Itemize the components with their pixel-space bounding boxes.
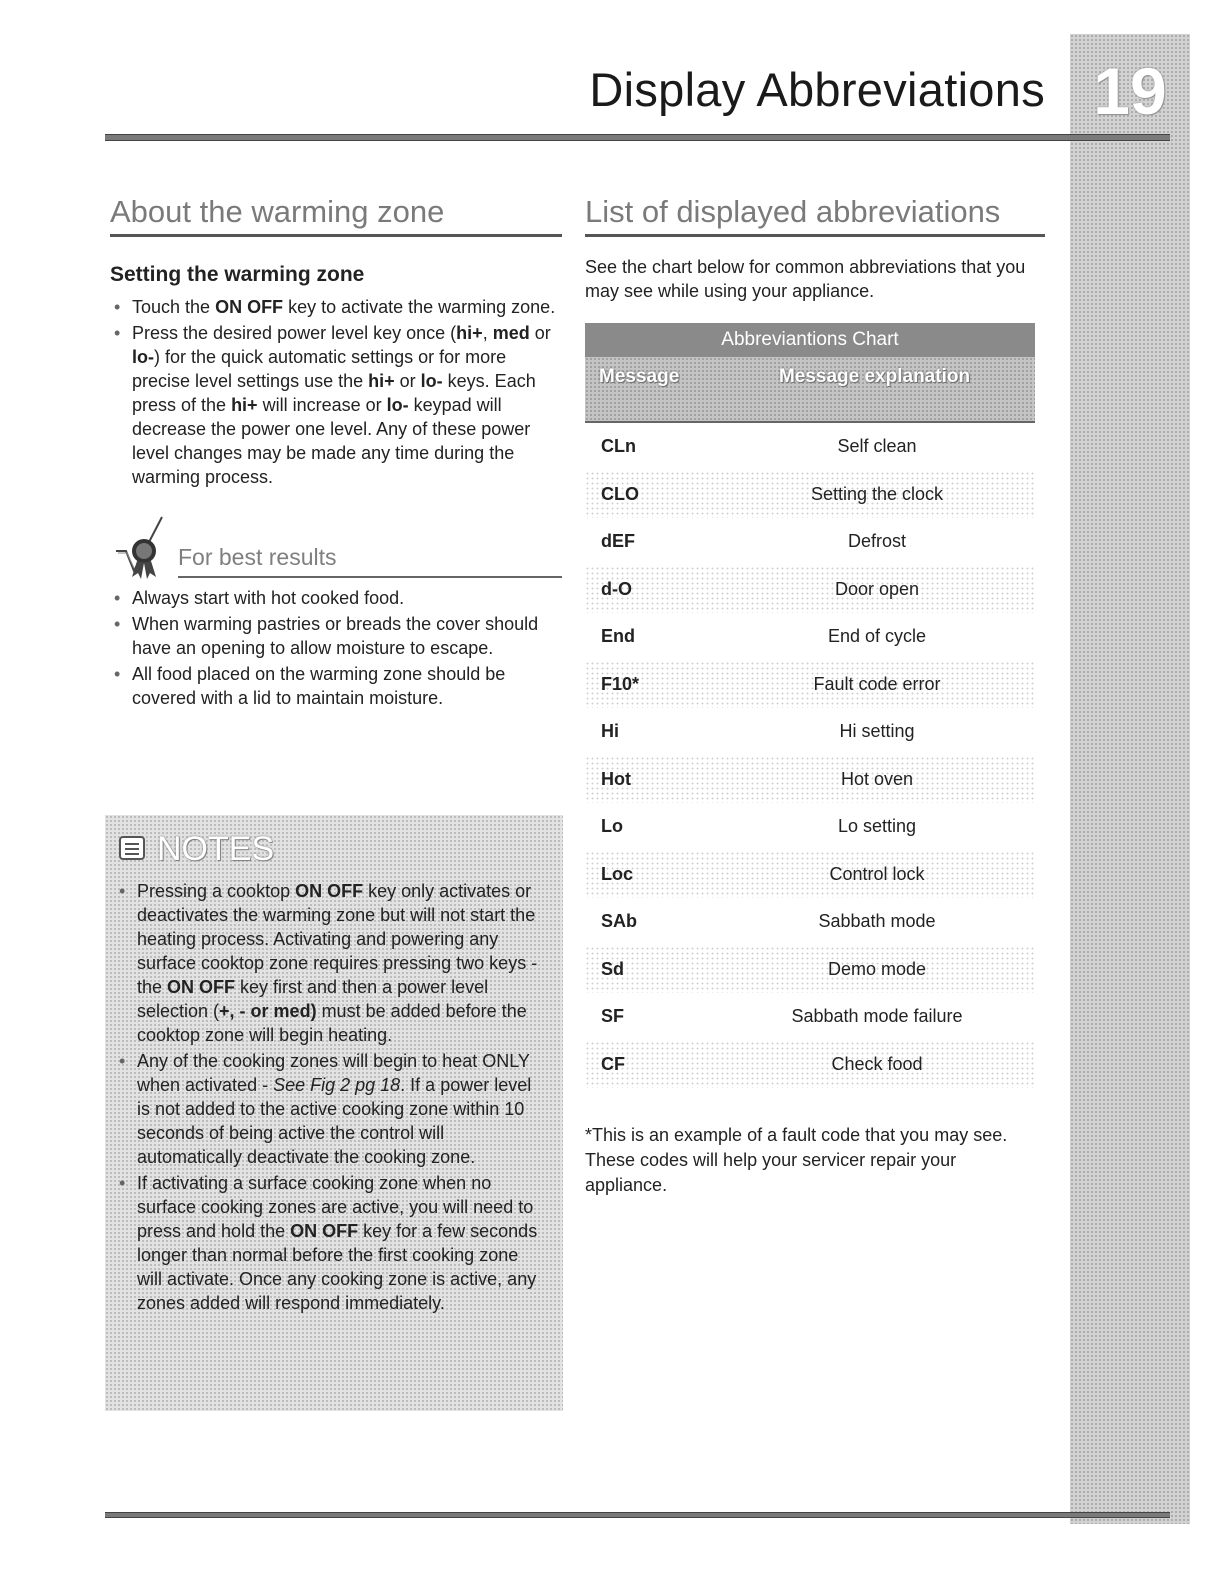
chart-row (585, 803, 1035, 851)
side-tab-bar (1070, 34, 1190, 1524)
chart-row (585, 851, 1035, 899)
chart-row (585, 613, 1035, 661)
best-results-list (110, 586, 562, 710)
abbreviation-code: CLn (601, 436, 636, 457)
abbreviation-explanation: End of cycle (827, 626, 927, 647)
abbreviation-code: Loc (601, 863, 634, 884)
abbreviation-explanation: Hi setting (839, 721, 915, 742)
abbreviation-explanation: Defrost (847, 531, 907, 552)
award-ribbon-checkmark-icon (110, 511, 168, 581)
abbreviation-explanation: Setting the clock (810, 483, 944, 504)
abbreviation-code: Sd (601, 958, 625, 979)
abbreviation-explanation: Lo setting (837, 816, 917, 837)
chart-row (585, 946, 1035, 994)
bottom-divider (105, 1512, 1170, 1518)
abbreviation-code: CLO (601, 483, 639, 504)
note-item: • Any of the cooking zones will begin to heat ONLY when activated - See Fig 2 pg 18. If a power level is not added to the active cooking zone within 10 seconds of being active the control will automatically deactivate the cooking zone. (115, 1049, 547, 1169)
abbreviations-intro: See the chart below for common abbreviations that you may see while using your appliance. (585, 257, 1026, 302)
page-title: Display Abbreviations (589, 63, 1045, 116)
abbreviation-code: SF (601, 1006, 625, 1027)
abbreviation-explanation: Check food (831, 1053, 923, 1074)
chart-header-message: Message (599, 366, 680, 387)
abbreviations-chart (585, 323, 1035, 1088)
setting-steps-list (110, 295, 562, 489)
chart-row (585, 566, 1035, 614)
chart-row (585, 471, 1035, 519)
chart-caption: Abbreviantions Chart (585, 323, 1035, 357)
setting-step-2: • Press the desired power level key once (hi+, med or lo-) for the quick automatic settings or for more precise level settings use the hi+ or lo- keys. Each press of the hi+ will increase or lo- keypad will decrease the power one level. Any of these power level changes may be made any time during the warming process. (110, 321, 562, 489)
notepad-icon (117, 833, 147, 863)
warming-zone-section (110, 195, 562, 712)
chart-row (585, 423, 1035, 471)
note-item: • Pressing a cooktop ON OFF key only activates or deactivates the warming zone but will not start the heating process. Activating and powering any surface cooktop zone requires pressing two keys - the ON OFF key first and then a power level selection (+, - or med) must be added before the cooktop zone will begin heating. (115, 879, 547, 1047)
warming-zone-heading: About the warming zone (110, 195, 562, 237)
best-results-title: For best results (178, 544, 337, 571)
fault-code-footnote: *This is an example of a fault code that you may see. These codes will help your servicer repair your appliance. (585, 1125, 1008, 1195)
chart-row (585, 1041, 1035, 1089)
abbreviations-section (585, 195, 1045, 303)
abbreviation-explanation: Door open (834, 578, 920, 599)
best-result-item: • When warming pastries or breads the cover should have an opening to allow moisture to escape. (110, 612, 562, 660)
abbreviation-code: CF (601, 1053, 625, 1074)
chart-header-row (585, 357, 1035, 423)
setting-step-1: • Touch the ON OFF key to activate the warming zone. (110, 295, 562, 319)
abbreviation-code: Lo (601, 816, 623, 837)
abbreviation-explanation: Control lock (829, 863, 925, 884)
chart-row (585, 756, 1035, 804)
best-result-item: • Always start with hot cooked food. (110, 586, 562, 610)
top-divider (105, 134, 1170, 141)
chart-row (585, 898, 1035, 946)
abbreviation-code: dEF (601, 531, 635, 552)
chart-row (585, 708, 1035, 756)
abbreviation-code: End (601, 626, 635, 647)
chart-row (585, 993, 1035, 1041)
best-results-divider (178, 576, 562, 578)
notes-list (115, 879, 547, 1317)
abbreviation-explanation: Fault code error (813, 673, 941, 694)
abbreviation-explanation: Hot oven (840, 768, 914, 789)
best-results-header (110, 511, 562, 586)
setting-warming-zone-subheading: Setting the warming zone (110, 263, 365, 287)
abbreviation-code: F10* (601, 673, 640, 694)
abbreviation-explanation: Self clean (837, 436, 917, 457)
abbreviation-code: Hot (601, 768, 631, 789)
best-result-item: • All food placed on the warming zone should be covered with a lid to maintain moisture. (110, 662, 562, 710)
abbreviation-explanation: Sabbath mode failure (791, 1006, 963, 1027)
notes-title: NOTES (157, 830, 275, 868)
abbreviation-explanation: Demo mode (827, 958, 927, 979)
chart-body (585, 423, 1035, 1088)
chart-row (585, 661, 1035, 709)
abbreviation-code: d-O (601, 578, 632, 599)
chart-header-explanation: Message explanation (778, 366, 971, 387)
abbreviation-code: Hi (601, 721, 619, 742)
abbreviations-heading: List of displayed abbreviations (585, 195, 1045, 237)
abbreviation-code: SAb (601, 911, 637, 932)
notes-box (105, 815, 563, 1411)
chart-row (585, 518, 1035, 566)
page-number: 19 (1093, 54, 1167, 128)
note-item: • If activating a surface cooking zone when no surface cooking zones are active, you will need to press and hold the ON OFF key for a few seconds longer than normal before the first cooking zone will activate. Once any cooking zone is active, any zones added will respond immediately. (115, 1171, 547, 1315)
abbreviation-explanation: Sabbath mode (818, 911, 936, 932)
